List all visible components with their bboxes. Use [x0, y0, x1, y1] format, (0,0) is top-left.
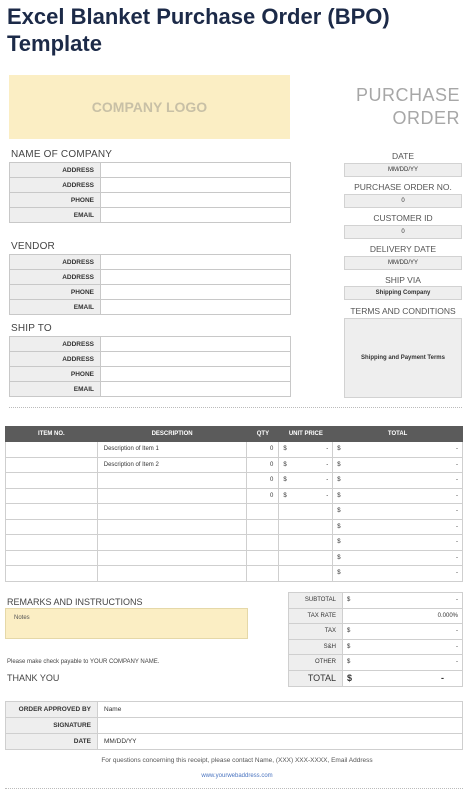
other-row	[289, 655, 463, 671]
line-total-amount: -	[456, 570, 458, 577]
subtotal-row	[289, 593, 463, 609]
sh-label: S&H	[289, 639, 343, 655]
terms-text: Shipping and Payment Terms	[361, 355, 445, 361]
ship-to-address-2-label: ADDRESS	[10, 352, 101, 367]
totals-table	[288, 592, 463, 687]
notes-field[interactable]	[5, 608, 248, 639]
company-address-1-field[interactable]	[101, 163, 291, 178]
grand-total-value	[343, 670, 463, 686]
tax-value	[343, 624, 463, 640]
item-no-cell[interactable]	[6, 566, 98, 582]
unit-price-amount: -	[326, 446, 329, 453]
title-line-2: Template	[7, 31, 102, 56]
po-number-label: PURCHASE ORDER NO.	[354, 182, 452, 192]
item-unit-price-cell[interactable]	[279, 535, 333, 551]
item-qty-cell[interactable]: 0	[247, 457, 279, 473]
tax-amount: -	[456, 628, 458, 635]
logo-text: COMPANY LOGO	[91, 99, 208, 115]
currency-symbol: $	[347, 673, 353, 683]
item-unit-price-cell[interactable]	[279, 566, 333, 582]
subtotal-value	[343, 593, 463, 609]
tax-row	[289, 624, 463, 640]
item-description-cell[interactable]	[97, 535, 247, 551]
approved-by-field[interactable]: Name	[98, 702, 463, 718]
item-no-cell[interactable]	[6, 473, 98, 489]
po-heading-line-1: PURCHASE	[355, 85, 460, 105]
company-address-2-label: ADDRESS	[10, 178, 101, 193]
approval-date-field[interactable]: MM/DD/YY	[98, 734, 463, 750]
currency-symbol: $	[337, 554, 341, 561]
item-unit-price-cell[interactable]	[279, 519, 333, 535]
table-row	[6, 550, 463, 566]
company-section-label: NAME OF COMPANY	[11, 149, 113, 160]
col-header-qty: QTY	[247, 427, 279, 442]
signature-field[interactable]	[98, 718, 463, 734]
approval-date-label: DATE	[6, 734, 98, 750]
other-label: OTHER	[289, 655, 343, 671]
item-no-cell[interactable]	[6, 550, 98, 566]
customer-id-field[interactable]: 0	[344, 225, 462, 239]
company-phone-field[interactable]	[101, 193, 291, 208]
item-description-cell[interactable]	[97, 504, 247, 520]
line-total-amount: -	[456, 508, 458, 515]
item-qty-cell[interactable]: 0	[247, 473, 279, 489]
col-header-item-no: ITEM NO.	[6, 427, 98, 442]
item-description-cell[interactable]	[97, 550, 247, 566]
line-items-table	[5, 426, 463, 582]
ship-to-email-label: EMAIL	[10, 382, 101, 397]
table-row	[6, 473, 463, 489]
item-qty-cell[interactable]	[247, 566, 279, 582]
ship-to-fields-table	[9, 336, 291, 397]
currency-symbol: $	[337, 570, 341, 577]
thank-you-text: THANK YOU	[7, 673, 60, 683]
sh-amount: -	[456, 643, 458, 650]
item-description-cell[interactable]	[97, 473, 247, 489]
item-total-cell	[333, 473, 463, 489]
item-qty-cell[interactable]	[247, 550, 279, 566]
customer-id-label: CUSTOMER ID	[373, 213, 433, 223]
item-total-cell	[333, 457, 463, 473]
currency-symbol: $	[337, 492, 341, 499]
line-total-amount: -	[456, 554, 458, 561]
item-no-cell[interactable]	[6, 519, 98, 535]
vendor-phone-field[interactable]	[101, 285, 291, 300]
table-row	[6, 442, 463, 458]
currency-symbol: $	[337, 446, 341, 453]
line-total-amount: -	[456, 492, 458, 499]
table-row	[6, 566, 463, 582]
company-logo-placeholder	[9, 75, 290, 139]
line-total-amount: -	[456, 446, 458, 453]
item-description-cell[interactable]	[97, 566, 247, 582]
item-qty-cell[interactable]	[247, 504, 279, 520]
purchase-order-heading	[356, 84, 460, 130]
vendor-section-label: VENDOR	[11, 241, 55, 252]
approval-date-row	[6, 734, 463, 750]
table-row	[6, 488, 463, 504]
item-no-cell[interactable]	[6, 488, 98, 504]
item-description-cell[interactable]: Description of Item 1	[97, 442, 247, 458]
item-qty-cell[interactable]	[247, 535, 279, 551]
currency-symbol: $	[283, 461, 287, 468]
currency-symbol: $	[337, 523, 341, 530]
approval-table	[5, 701, 463, 750]
item-total-cell	[333, 488, 463, 504]
signature-row	[6, 718, 463, 734]
ship-to-address-1-label: ADDRESS	[10, 337, 101, 352]
payable-note: Please make check payable to YOUR COMPANY NAME.	[7, 659, 160, 665]
item-description-cell[interactable]	[97, 488, 247, 504]
line-total-amount: -	[456, 523, 458, 530]
other-field[interactable]	[343, 655, 463, 671]
notes-text: Notes	[14, 615, 30, 621]
footer-divider	[5, 788, 463, 789]
item-unit-price-cell[interactable]	[279, 504, 333, 520]
terms-field[interactable]	[344, 318, 462, 398]
item-unit-price-cell[interactable]	[279, 457, 333, 473]
ship-via-field[interactable]: Shipping Company	[344, 286, 462, 300]
vendor-address-2-field[interactable]	[101, 270, 291, 285]
terms-label: TERMS AND CONDITIONS	[350, 306, 456, 316]
currency-symbol: $	[283, 477, 287, 484]
vendor-address-2-label: ADDRESS	[10, 270, 101, 285]
line-items-header-row	[6, 427, 463, 442]
grand-total-amount: -	[441, 673, 444, 683]
po-heading-line-2: ORDER	[392, 108, 460, 128]
approved-by-row	[6, 702, 463, 718]
unit-price-amount: -	[326, 477, 329, 484]
item-no-cell[interactable]	[6, 442, 98, 458]
unit-price-amount: -	[326, 492, 329, 499]
item-qty-cell[interactable]: 0	[247, 488, 279, 504]
ship-via-label: SHIP VIA	[385, 275, 421, 285]
currency-symbol: $	[337, 539, 341, 546]
item-qty-cell[interactable]: 0	[247, 442, 279, 458]
date-field[interactable]: MM/DD/YY	[344, 163, 462, 177]
tax-rate-row	[289, 608, 463, 624]
footer-contact: For questions concerning this receipt, please contact Name, (XXX) XXX-XXXX, Email Address	[101, 757, 373, 764]
ship-to-address-1-field[interactable]	[101, 337, 291, 352]
grand-total-row	[289, 670, 463, 686]
vendor-fields-table	[9, 254, 291, 315]
currency-symbol: $	[337, 477, 341, 484]
item-no-cell[interactable]	[6, 457, 98, 473]
vendor-email-label: EMAIL	[10, 300, 101, 315]
title-line-1: Excel Blanket Purchase Order (BPO)	[7, 4, 390, 29]
company-address-2-field[interactable]	[101, 178, 291, 193]
item-unit-price-cell[interactable]	[279, 473, 333, 489]
date-label: DATE	[391, 151, 415, 161]
company-email-label: EMAIL	[10, 208, 101, 223]
delivery-date-label: DELIVERY DATE	[369, 244, 437, 254]
po-number-field[interactable]: 0	[344, 194, 462, 208]
item-unit-price-cell[interactable]	[279, 442, 333, 458]
currency-symbol: $	[283, 446, 287, 453]
line-total-amount: -	[456, 477, 458, 484]
approved-by-label: ORDER APPROVED BY	[6, 702, 98, 718]
item-qty-cell[interactable]	[247, 519, 279, 535]
page-title	[7, 3, 472, 57]
subtotal-amount: -	[456, 597, 458, 604]
currency-symbol: $	[283, 492, 287, 499]
subtotal-label: SUBTOTAL	[289, 593, 343, 609]
col-header-unit-price: UNIT PRICE	[279, 427, 333, 442]
other-amount: -	[456, 659, 458, 666]
section-divider	[9, 407, 462, 408]
vendor-email-field[interactable]	[101, 300, 291, 315]
company-fields-table	[9, 162, 291, 223]
item-description-cell[interactable]	[97, 519, 247, 535]
table-row	[6, 535, 463, 551]
tax-rate-label: TAX RATE	[289, 608, 343, 624]
ship-to-phone-field[interactable]	[101, 367, 291, 382]
ship-to-section-label: SHIP TO	[11, 323, 52, 334]
item-description-cell[interactable]: Description of Item 2	[97, 457, 247, 473]
ship-to-phone-label: PHONE	[10, 367, 101, 382]
table-row	[6, 519, 463, 535]
delivery-date-field[interactable]: MM/DD/YY	[344, 256, 462, 270]
table-row	[6, 504, 463, 520]
item-total-cell	[333, 504, 463, 520]
col-header-total: TOTAL	[333, 427, 463, 442]
item-no-cell[interactable]	[6, 504, 98, 520]
vendor-phone-label: PHONE	[10, 285, 101, 300]
currency-symbol: $	[347, 643, 351, 650]
footer-website-link[interactable]: www.yourwebaddress.com	[201, 773, 273, 779]
sh-row	[289, 639, 463, 655]
currency-symbol: $	[347, 659, 351, 666]
company-address-1-label: ADDRESS	[10, 163, 101, 178]
company-phone-label: PHONE	[10, 193, 101, 208]
currency-symbol: $	[347, 628, 351, 635]
currency-symbol: $	[337, 461, 341, 468]
ship-to-address-2-field[interactable]	[101, 352, 291, 367]
line-total-amount: -	[456, 539, 458, 546]
item-total-cell	[333, 535, 463, 551]
remarks-label: REMARKS AND INSTRUCTIONS	[7, 597, 143, 607]
unit-price-amount: -	[326, 461, 329, 468]
currency-symbol: $	[347, 597, 351, 604]
ship-to-email-field[interactable]	[101, 382, 291, 397]
tax-rate-field[interactable]: 0.000%	[343, 608, 463, 624]
vendor-address-1-field[interactable]	[101, 255, 291, 270]
line-total-amount: -	[456, 461, 458, 468]
item-unit-price-cell[interactable]	[279, 550, 333, 566]
item-total-cell	[333, 519, 463, 535]
tax-label: TAX	[289, 624, 343, 640]
item-total-cell	[333, 566, 463, 582]
item-unit-price-cell[interactable]	[279, 488, 333, 504]
grand-total-label: TOTAL	[289, 670, 343, 686]
currency-symbol: $	[337, 508, 341, 515]
item-no-cell[interactable]	[6, 535, 98, 551]
item-total-cell	[333, 550, 463, 566]
table-row	[6, 457, 463, 473]
vendor-address-1-label: ADDRESS	[10, 255, 101, 270]
sh-field[interactable]	[343, 639, 463, 655]
col-header-description: DESCRIPTION	[97, 427, 247, 442]
signature-label: SIGNATURE	[6, 718, 98, 734]
item-total-cell	[333, 442, 463, 458]
company-email-field[interactable]	[101, 208, 291, 223]
